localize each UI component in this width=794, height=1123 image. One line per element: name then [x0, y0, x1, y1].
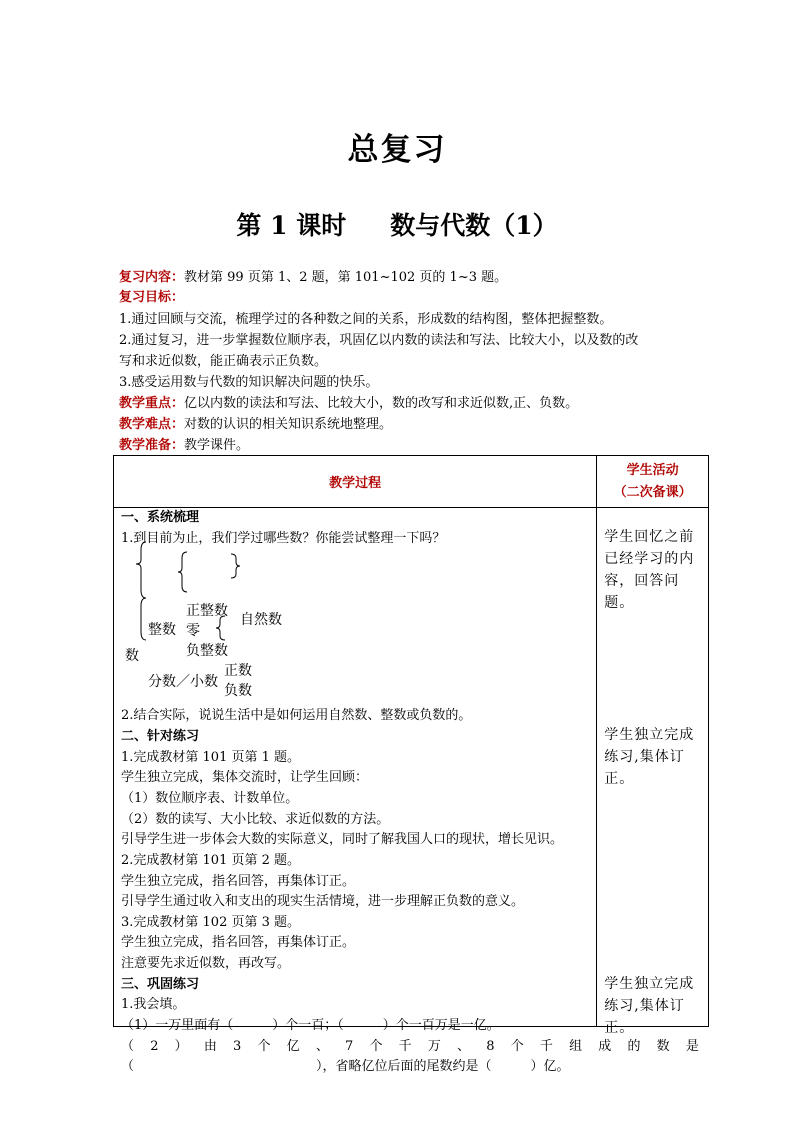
lesson-number: 第 1 课时 — [236, 211, 347, 240]
l3-token: 万 — [427, 1039, 441, 1054]
lesson-title — [0, 206, 794, 242]
section-2-line: 学生独立完成，集体交流时，让学生回顾： — [121, 770, 369, 785]
teaching-key: 教学重点：亿以内数的读法和写法、比较大小，数的改写和求近似数,正、负数。 — [119, 396, 579, 411]
goal-1: 1.通过回顾与交流，梳理学过的各种数之间的关系，形成数的结构图，整体把握整数。 — [119, 312, 613, 327]
lesson-table — [113, 455, 709, 1074]
tree-root: 数 — [125, 648, 139, 664]
l3-token: 由 — [203, 1039, 217, 1054]
l3-token: 个 — [369, 1039, 383, 1054]
section-3-title: 三、巩固练习 — [121, 977, 200, 992]
activity-1: 学生回忆之前 已经学习的内 容，回答问题。 — [604, 529, 695, 611]
l3-token: 、 — [315, 1039, 329, 1054]
header-activity: 学生活动 （二次备课） — [597, 456, 709, 508]
teaching-difficulty: 教学难点：对数的认识的相关知识系统地整理。 — [119, 417, 393, 432]
activity-cell — [597, 508, 709, 1036]
l3-token: 是 — [685, 1039, 699, 1054]
teaching-prep: 教学准备：教学课件。 — [119, 438, 250, 453]
l3-token: 组 — [569, 1039, 583, 1054]
tree-positive: 正数 — [224, 663, 252, 679]
l3-token: 2 — [150, 1039, 159, 1054]
section-3-line-1: 1.我会填。 — [121, 997, 186, 1012]
l3-token: 亿 — [286, 1039, 300, 1054]
section-3-line-4: （ ），省略亿位后面的尾数约是（ ）亿。 — [121, 1059, 570, 1074]
review-content: 复习内容：教材第 99 页第 1、2 题，第 101~102 页的 1~3 题。 — [119, 270, 508, 285]
tree-fraction: 分数／小数 — [148, 674, 218, 690]
section-2-line: 学生独立完成，指名回答，再集体订正。 — [121, 874, 356, 889]
section-1-q1: 1.到目前为止，我们学过哪些数？你能尝试整理一下吗？ — [121, 531, 446, 546]
goal-2-cont: 写和求近似数，能正确表示正负数。 — [119, 354, 328, 369]
l3-token: 数 — [656, 1039, 670, 1054]
section-1-q2: 2.结合实际，说说生活中是如何运用自然数、整数或负数的。 — [121, 708, 472, 723]
section-3-line-3 — [121, 1037, 699, 1057]
tree-natural: 自然数 — [240, 612, 282, 628]
l3-token: 千 — [539, 1039, 553, 1054]
lesson-topic: 数与代数（1） — [390, 211, 558, 240]
brace-root-lower — [141, 598, 146, 640]
activity-3: 学生独立完成 练习,集体订正。 — [604, 976, 695, 1036]
section-2-line: 1.完成教材第 101 页第 1 题。 — [121, 750, 301, 765]
l3-token: 个 — [257, 1039, 271, 1054]
tree-integer: 整数 — [148, 622, 176, 638]
brace-natural — [231, 554, 240, 578]
goal-2: 2.通过复习，进一步掌握数位顺序表，巩固亿以内数的读法和写法、比较大小，以及数的改 — [119, 333, 639, 348]
section-2-line: 引导学生通过收入和支出的现实生活情境，进一步理解正负数的意义。 — [121, 894, 525, 909]
section-1-title: 一、系统梳理 — [121, 510, 200, 525]
section-3-line-2: （1）一万里面有（ ）个一百；（ ）个一百万是一亿。 — [121, 1018, 500, 1033]
l3-token: 个 — [510, 1039, 524, 1054]
tree-positive-int: 正整数 — [186, 603, 228, 619]
goal-3: 3.感受运用数与代数的知识解决问题的快乐。 — [119, 375, 379, 390]
tree-negative-int: 负整数 — [186, 643, 228, 659]
l3-token: 的 — [627, 1039, 641, 1054]
l3-token: ） — [174, 1039, 188, 1054]
activity-2: 学生独立完成 练习,集体订正。 — [604, 727, 695, 787]
tree-negative: 负数 — [224, 683, 252, 699]
brace-root — [136, 542, 146, 598]
l3-token: 3 — [233, 1039, 242, 1054]
tree-zero: 零 — [186, 623, 200, 639]
header-process: 教学过程 — [114, 456, 597, 508]
section-2-line: 注意要先求近似数，再改写。 — [121, 956, 291, 971]
l3-token: 成 — [598, 1039, 612, 1054]
l3-token: 、 — [457, 1039, 471, 1054]
section-2-line: 2.完成教材第 101 页第 2 题。 — [121, 853, 301, 868]
l3-token: 千 — [398, 1039, 412, 1054]
section-2-title: 二、针对练习 — [121, 729, 200, 744]
l3-token: （ — [121, 1039, 135, 1054]
page-title: 总复习 — [347, 132, 447, 168]
section-2-line: （1）数位顺序表、计数单位。 — [121, 791, 299, 806]
section-2-line: 引导学生进一步体会大数的实际意义，同时了解我国人口的现状，增长见识。 — [121, 832, 564, 847]
l3-token: 7 — [345, 1039, 354, 1054]
goals-label: 复习目标： — [119, 290, 185, 305]
section-2-line: （2）数的读写、大小比较、求近似数的方法。 — [121, 812, 390, 827]
section-2-line: 3.完成教材第 102 页第 3 题。 — [121, 915, 301, 930]
brace-integer — [178, 552, 187, 592]
section-2-line: 学生独立完成，指名回答，再集体订正。 — [121, 935, 356, 950]
l3-token: 8 — [486, 1039, 495, 1054]
